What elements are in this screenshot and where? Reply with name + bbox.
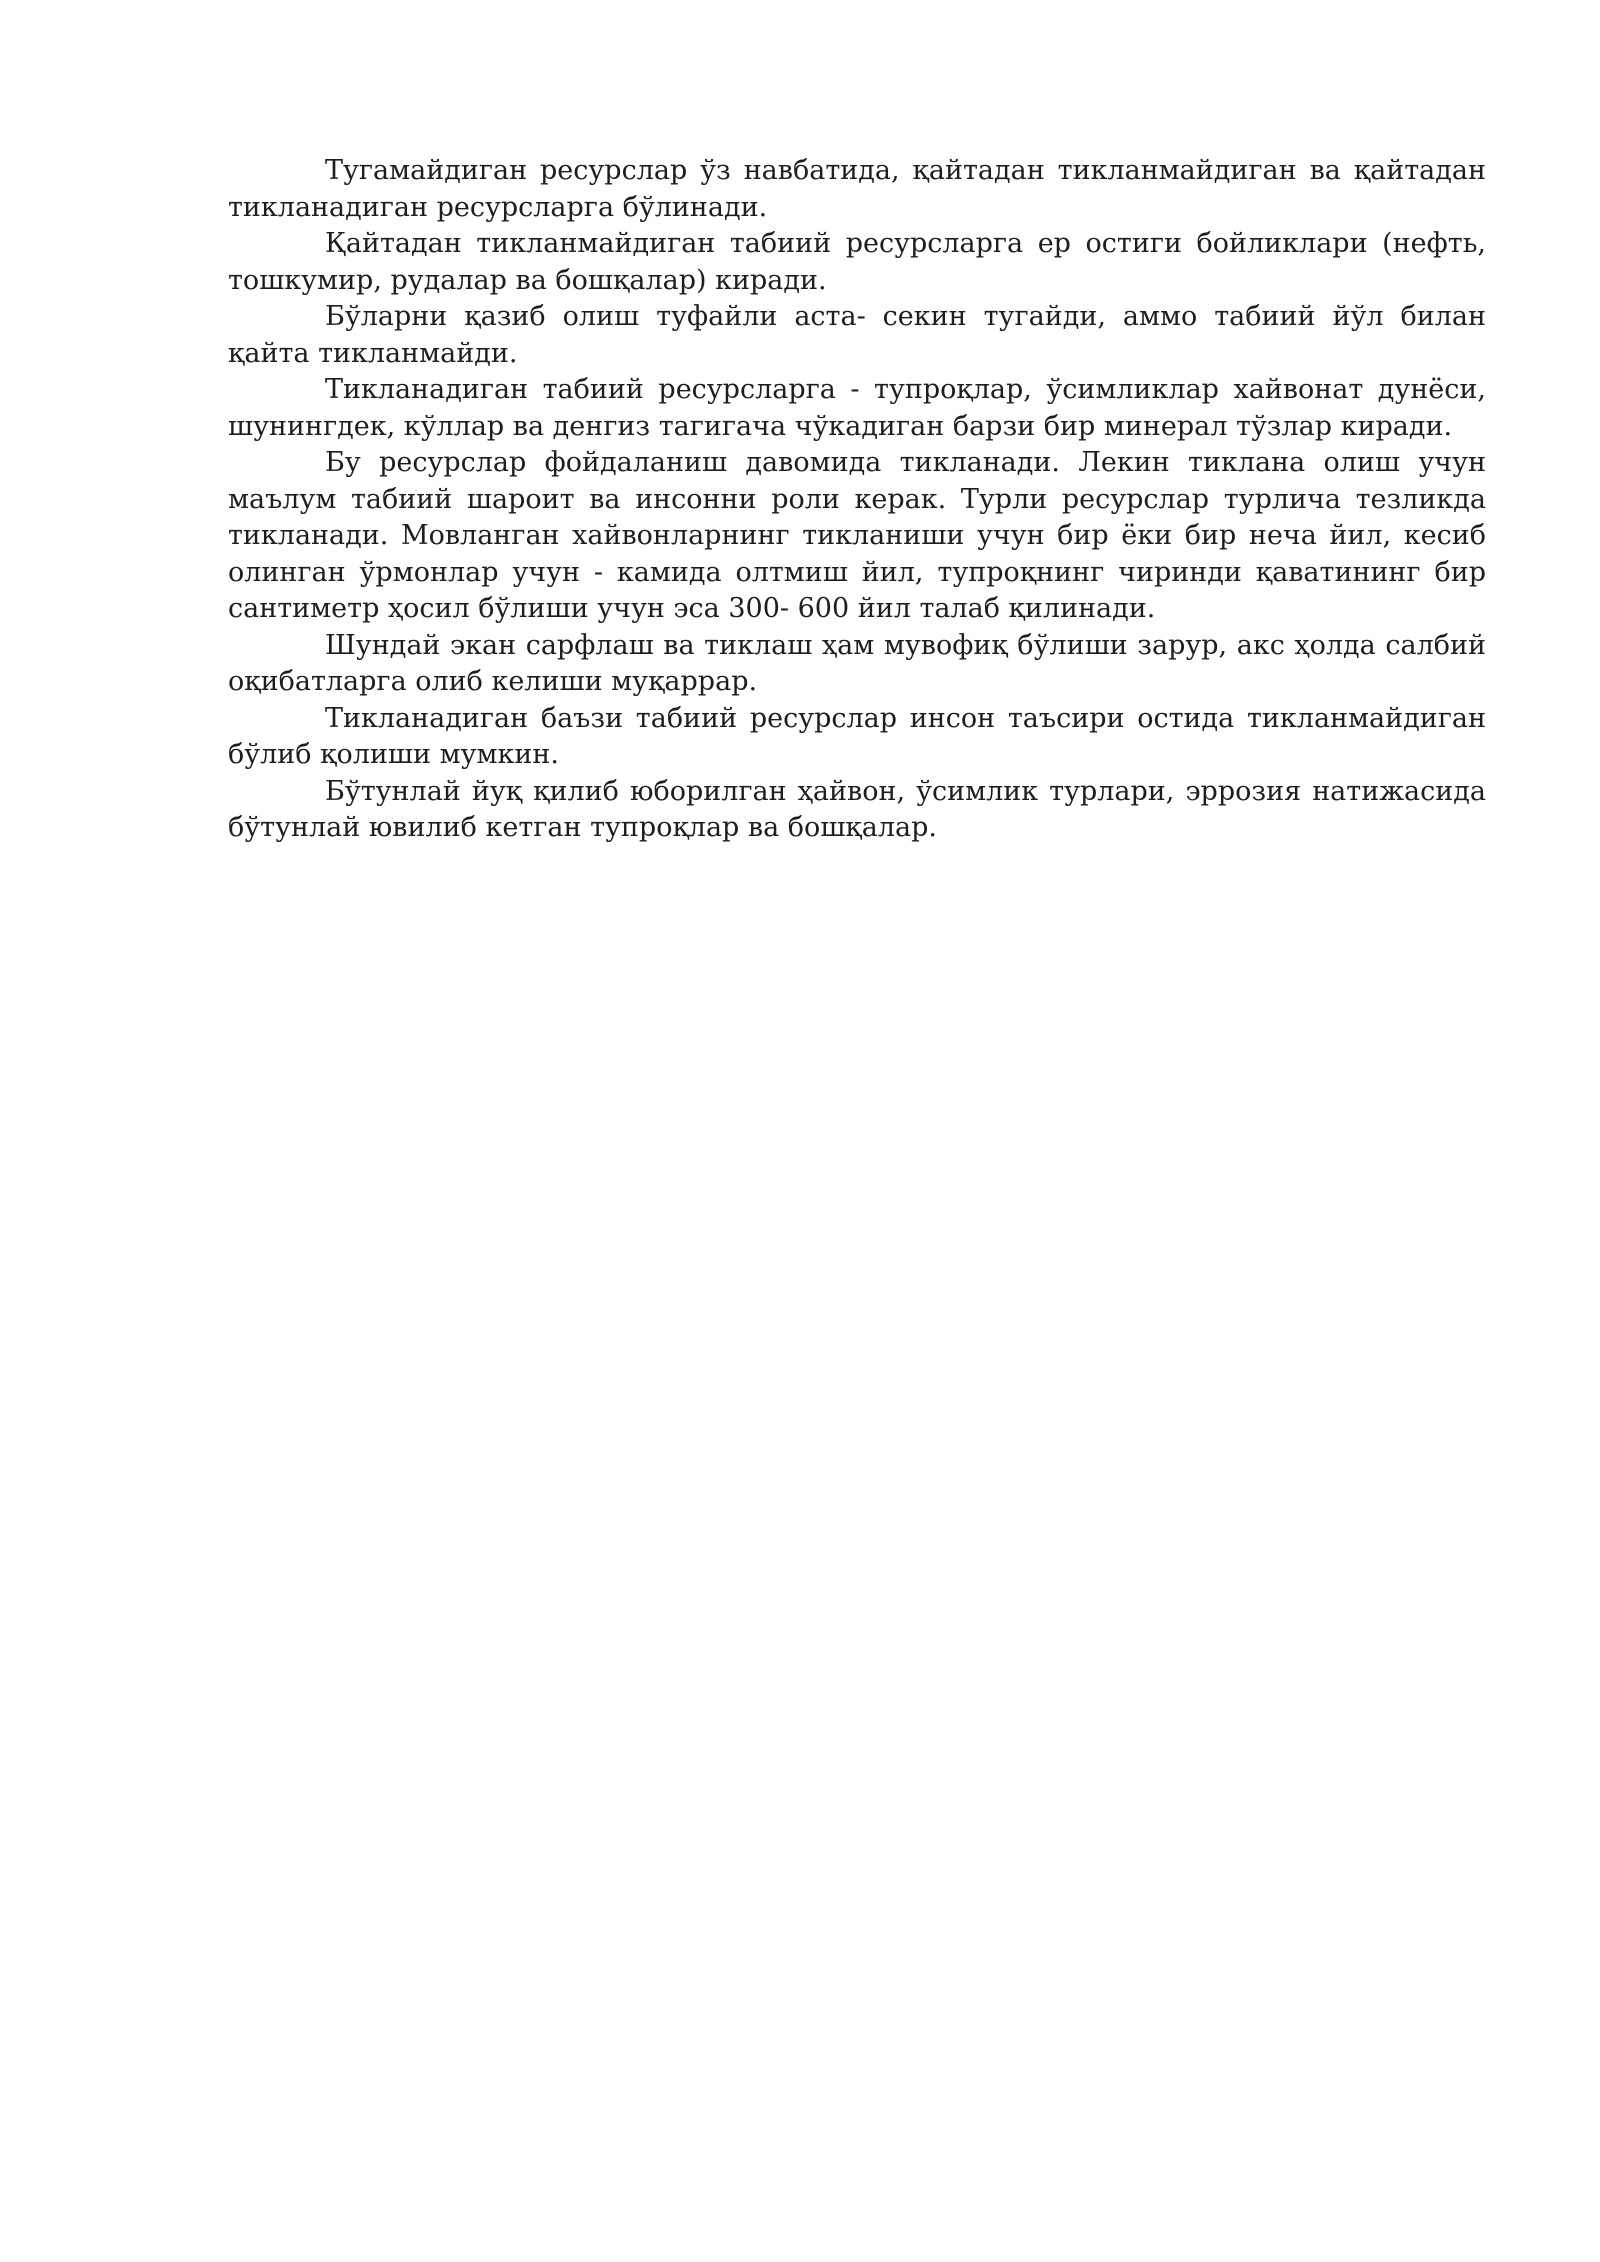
paragraph: Қайтадан тикланмайдиган табиий ресурсларга ер остиги бойликлари (нефть, тошкумир, рудалар ва бошқалар) киради. bbox=[228, 228, 1486, 296]
paragraph: Тикланадиган баъзи табиий ресурслар инсон таъсири остида тикланмайдиган бўлиб қолиши мумкин. bbox=[228, 702, 1486, 770]
paragraph: Бўтунлай йуқ қилиб юборилган ҳайвон, ўсимлик турлари, эррозия натижасида бўтунлай ювилиб кетган тупроқлар ва бошқалар. bbox=[228, 775, 1486, 843]
document-body bbox=[228, 153, 1486, 847]
paragraph: Тугамайдиган ресурслар ўз навбатида, қайтадан тикланмайдиган ва қайтадан тикланадиган ресурсларга бўлинади. bbox=[228, 155, 1486, 223]
paragraph: Бу ресурслар фойдаланиш давомида тикланади. Лекин тиклана олиш учун маълум табиий шароит ва инсонни роли керак. Турли ресурслар турлича тезликда тикланади. Мовланган хайвонларнинг тикланиши учун бир ёки бир неча йил, кесиб олинган ўрмонлар учун - камида олтмиш йил, тупроқнинг чиринди қаватининг бир сантиметр ҳосил бўлиши учун эса 300- 600 йил талаб қилинади. bbox=[228, 447, 1486, 624]
paragraph: Бўларни қазиб олиш туфайли аста- секин тугайди, аммо табиий йўл билан қайта тикланмайди. bbox=[228, 301, 1486, 369]
paragraph: Тикланадиган табиий ресурсларга - тупроқлар, ўсимликлар хайвонат дунёси, шунингдек, кўллар ва денгиз тагигача чўкадиган барзи бир минерал тўзлар киради. bbox=[228, 374, 1486, 442]
paragraph: Шундай экан сарфлаш ва тиклаш ҳам мувофиқ бўлиши зарур, акс ҳолда салбий оқибатларга олиб келиши муқаррар. bbox=[228, 629, 1486, 697]
